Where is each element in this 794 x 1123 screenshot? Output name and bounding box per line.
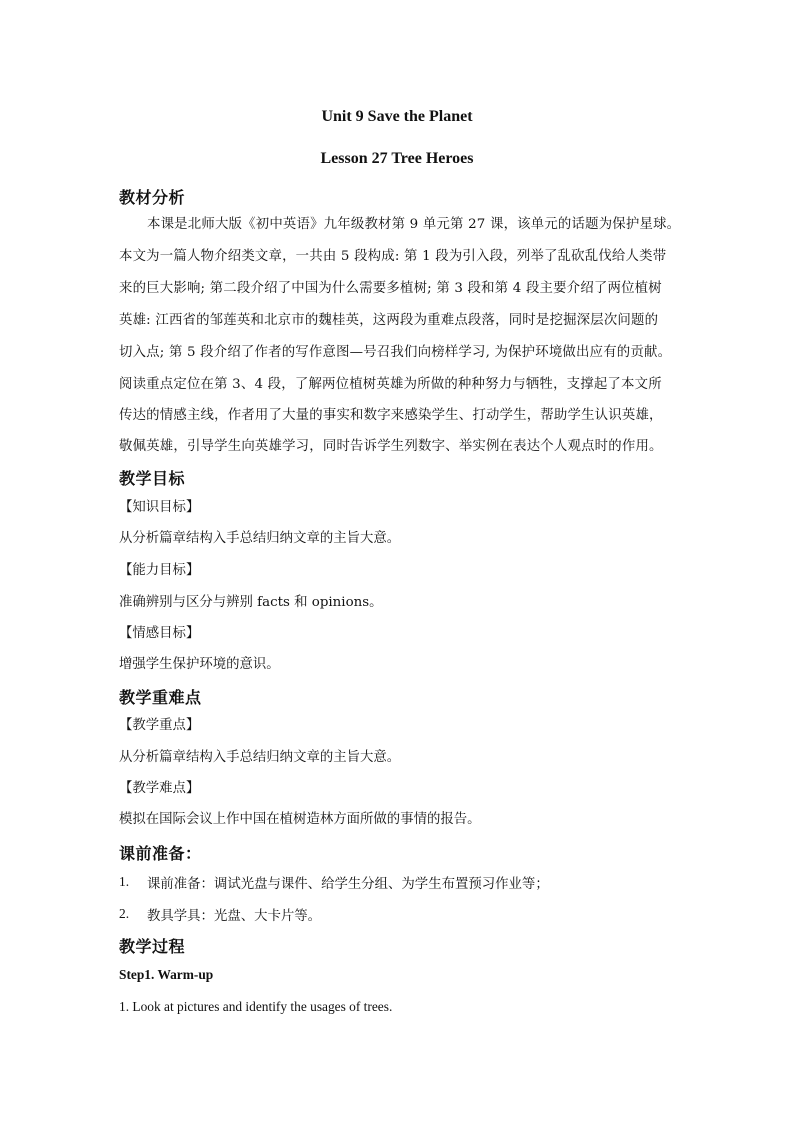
knowledge-label: 【知识目标】 <box>119 500 200 515</box>
analysis-line: 英雄: 江西省的邹莲英和北京市的魏桂英，这两段为重难点段落，同时是挖掘深层次问题的 <box>119 313 659 328</box>
process-heading: 教学过程 <box>119 937 186 956</box>
list-item-number: 2. <box>119 906 130 921</box>
step-heading: Step1. Warm-up <box>119 967 214 982</box>
lesson-title: Lesson 27 Tree Heroes <box>320 150 474 167</box>
analysis-line: 本课是北师大版《初中英语》九年级教材第 9 单元第 27 课，该单元的话题为保护星球。 <box>147 217 681 232</box>
analysis-heading: 教材分析 <box>119 188 186 207</box>
list-item-number: 1. <box>119 874 130 889</box>
ability-text: 准确辨别与区分与辨别 facts 和 opinions。 <box>119 595 383 610</box>
analysis-line: 传达的情感主线，作者用了大量的事实和数字来感染学生、打动学生，帮助学生认识英雄， <box>119 408 663 423</box>
preparation-heading: 课前准备： <box>119 844 202 863</box>
emotion-label: 【情感目标】 <box>119 626 200 641</box>
unit-title: Unit 9 Save the Planet <box>321 108 473 125</box>
analysis-line: 来的巨大影响; 第二段介绍了中国为什么需要多植树; 第 3 段和第 4 段主要介绍了两位植树 <box>119 281 662 296</box>
list-item-text: 课前准备：调试光盘与课件、给学生分组、为学生布置预习作业等； <box>147 877 549 892</box>
step-item: 1. Look at pictures and identify the usages of trees. <box>119 999 393 1014</box>
knowledge-text: 从分析篇章结构入手总结归纳文章的主旨大意。 <box>119 531 401 546</box>
analysis-line: 本文为一篇人物介绍类文章，一共由 5 段构成: 第 1 段为引入段，列举了乱砍乱伐给人类带 <box>119 249 667 264</box>
emotion-text: 增强学生保护环境的意识。 <box>119 657 280 672</box>
key-points-heading: 教学重难点 <box>119 688 202 707</box>
difficulty-text: 模拟在国际会议上作中国在植树造林方面所做的事情的报告。 <box>119 812 481 827</box>
analysis-line: 阅读重点定位在第 3、4 段，了解两位植树英雄为所做的种种努力与牺牲，支撑起了本文所 <box>119 377 662 392</box>
focus-label: 【教学重点】 <box>119 718 200 733</box>
list-item-text: 教具学具：光盘、大卡片等。 <box>147 909 322 924</box>
difficulty-label: 【教学难点】 <box>119 781 200 796</box>
ability-label: 【能力目标】 <box>119 563 200 578</box>
objectives-heading: 教学目标 <box>119 469 186 488</box>
analysis-line: 切入点; 第 5 段介绍了作者的写作意图—号召我们向榜样学习, 为保护环境做出应有的贡献。 <box>119 345 672 360</box>
analysis-line: 敬佩英雄，引导学生向英雄学习，同时告诉学生列数字、举实例在表达个人观点时的作用。 <box>119 439 663 454</box>
focus-text: 从分析篇章结构入手总结归纳文章的主旨大意。 <box>119 750 401 765</box>
